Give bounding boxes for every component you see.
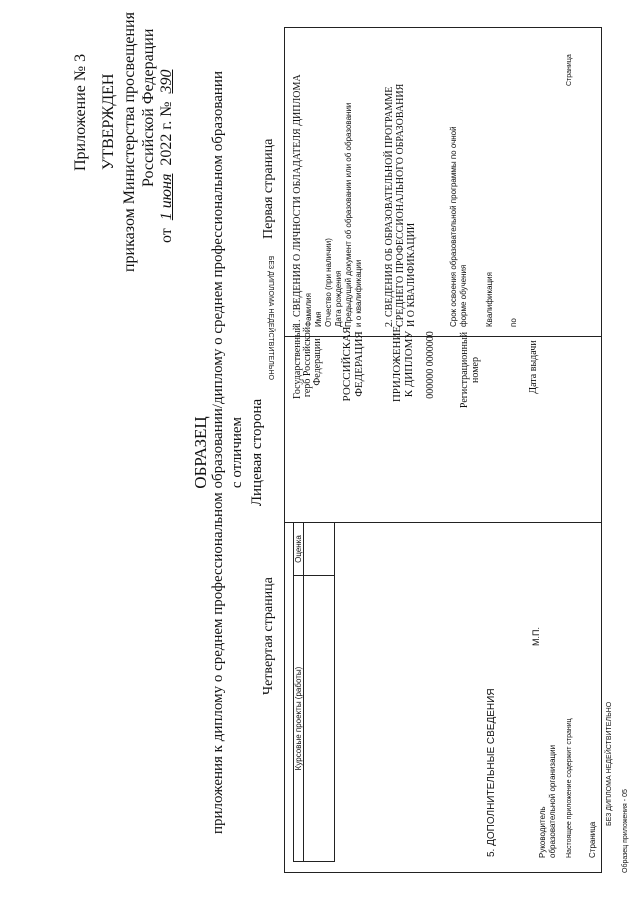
emblem-line-2: герб Российской — [302, 326, 313, 398]
issue-date-label: Дата выдачи — [528, 340, 539, 394]
margin-note-bottom: БЕЗ ДИПЛОМА НЕДЕЙСТВИТЕЛЬНО — [606, 701, 613, 826]
order-line-2: Российской Федерации — [140, 28, 157, 187]
left-page-number-label: Страница — [588, 821, 597, 858]
appendix-number: Приложение № 3 — [72, 53, 89, 171]
field-patronymic: Отчество (при наличии) — [324, 238, 333, 327]
section-2-line-2: СРЕДНЕГО ПРОФЕССИОНАЛЬНОГО ОБРАЗОВАНИЯ — [395, 83, 406, 327]
heading-line-1: приложения к диплому о среднем профессиональном образовании/диплому о среднем профессиональном образовании — [210, 71, 226, 835]
date-day: 1 июня — [158, 173, 175, 221]
country-line-1: РОССИЙСКАЯ — [341, 326, 353, 402]
order-number: 390 — [158, 69, 175, 94]
heading-line-3: Лицевая сторона — [249, 398, 265, 507]
right-page-number-label: Страница — [566, 54, 573, 86]
registration-label-line-2: номер — [470, 357, 481, 383]
study-term-line-1: Срок освоения образовательной программы по очной — [449, 126, 458, 327]
heading-line-2: с отличием — [229, 416, 245, 489]
field-previous-document: Предыдущий документ об образовании или об образовании — [344, 102, 353, 327]
supplement-line-2: К ДИПЛОМУ — [403, 330, 415, 398]
country-line-2: ФЕДЕРАЦИЯ — [353, 331, 365, 397]
field-birth-date: Дата рождения — [334, 270, 343, 327]
supplement-line-1: ПРИЛОЖЕНИЕ — [391, 325, 403, 403]
section-1-title: 1. СВЕДЕНИЯ О ЛИЧНОСТИ ОБЛАДАТЕЛЯ ДИПЛОМА — [292, 74, 303, 327]
courseworks-table — [293, 522, 335, 862]
margin-note-top: БЕЗ ДИПЛОМА НЕДЕЙСТВИТЕЛЬНО — [267, 255, 274, 380]
section-2-line-3: И О КВАЛИФИКАЦИИ — [406, 222, 417, 327]
study-term-line-2: форме обучения — [459, 264, 468, 327]
registration-label-line-1: Регистрационный — [459, 331, 470, 409]
footer-note: Образец приложения - 05 — [622, 789, 629, 873]
grade-header: Оценка — [294, 523, 304, 576]
head-label-line-2: образовательной организации — [548, 744, 557, 858]
order-line-1: приказом Министерства просвещения — [121, 12, 138, 272]
panel-divider-right — [285, 336, 601, 337]
grade-cell — [304, 523, 335, 576]
qualification-label: Квалификация — [485, 272, 494, 327]
head-label-line-1: Руководитель — [538, 806, 547, 858]
speciality-prefix: по — [509, 318, 518, 327]
field-name: Имя — [314, 311, 323, 327]
additional-info-title: 5. ДОПОЛНИТЕЛЬНЫЕ СВЕДЕНИЯ — [486, 688, 497, 857]
serial-number: 000000 0000000 — [425, 331, 436, 399]
emblem-line-3: Федерации — [312, 338, 323, 386]
emblem-line-1: Государственный — [292, 324, 303, 400]
courseworks-cell — [304, 576, 335, 862]
first-page-title: Первая страница — [261, 138, 276, 239]
section-2-line-1: 2. СВЕДЕНИЯ ОБ ОБРАЗОВАТЕЛЬНОЙ ПРОГРАММЕ — [384, 86, 395, 327]
stamp-placeholder: М.П. — [531, 627, 541, 646]
date-year: 2022 г. № — [158, 101, 175, 166]
date-prefix: от — [158, 228, 175, 243]
order-date-line — [158, 70, 176, 243]
fourth-page-title: Четвертая страница — [261, 577, 276, 695]
field-surname: Фамилия — [304, 293, 313, 327]
courseworks-header: Курсовые проекты (работы) — [294, 576, 304, 862]
field-previous-document-cont: и о квалификации — [354, 259, 363, 327]
sample-title: ОБРАЗЕЦ — [191, 416, 210, 489]
diploma-form — [284, 27, 602, 873]
pages-count-label: Настоящее приложение содержит страниц — [566, 718, 573, 858]
approved-label: УТВЕРЖДЕН — [100, 73, 117, 170]
